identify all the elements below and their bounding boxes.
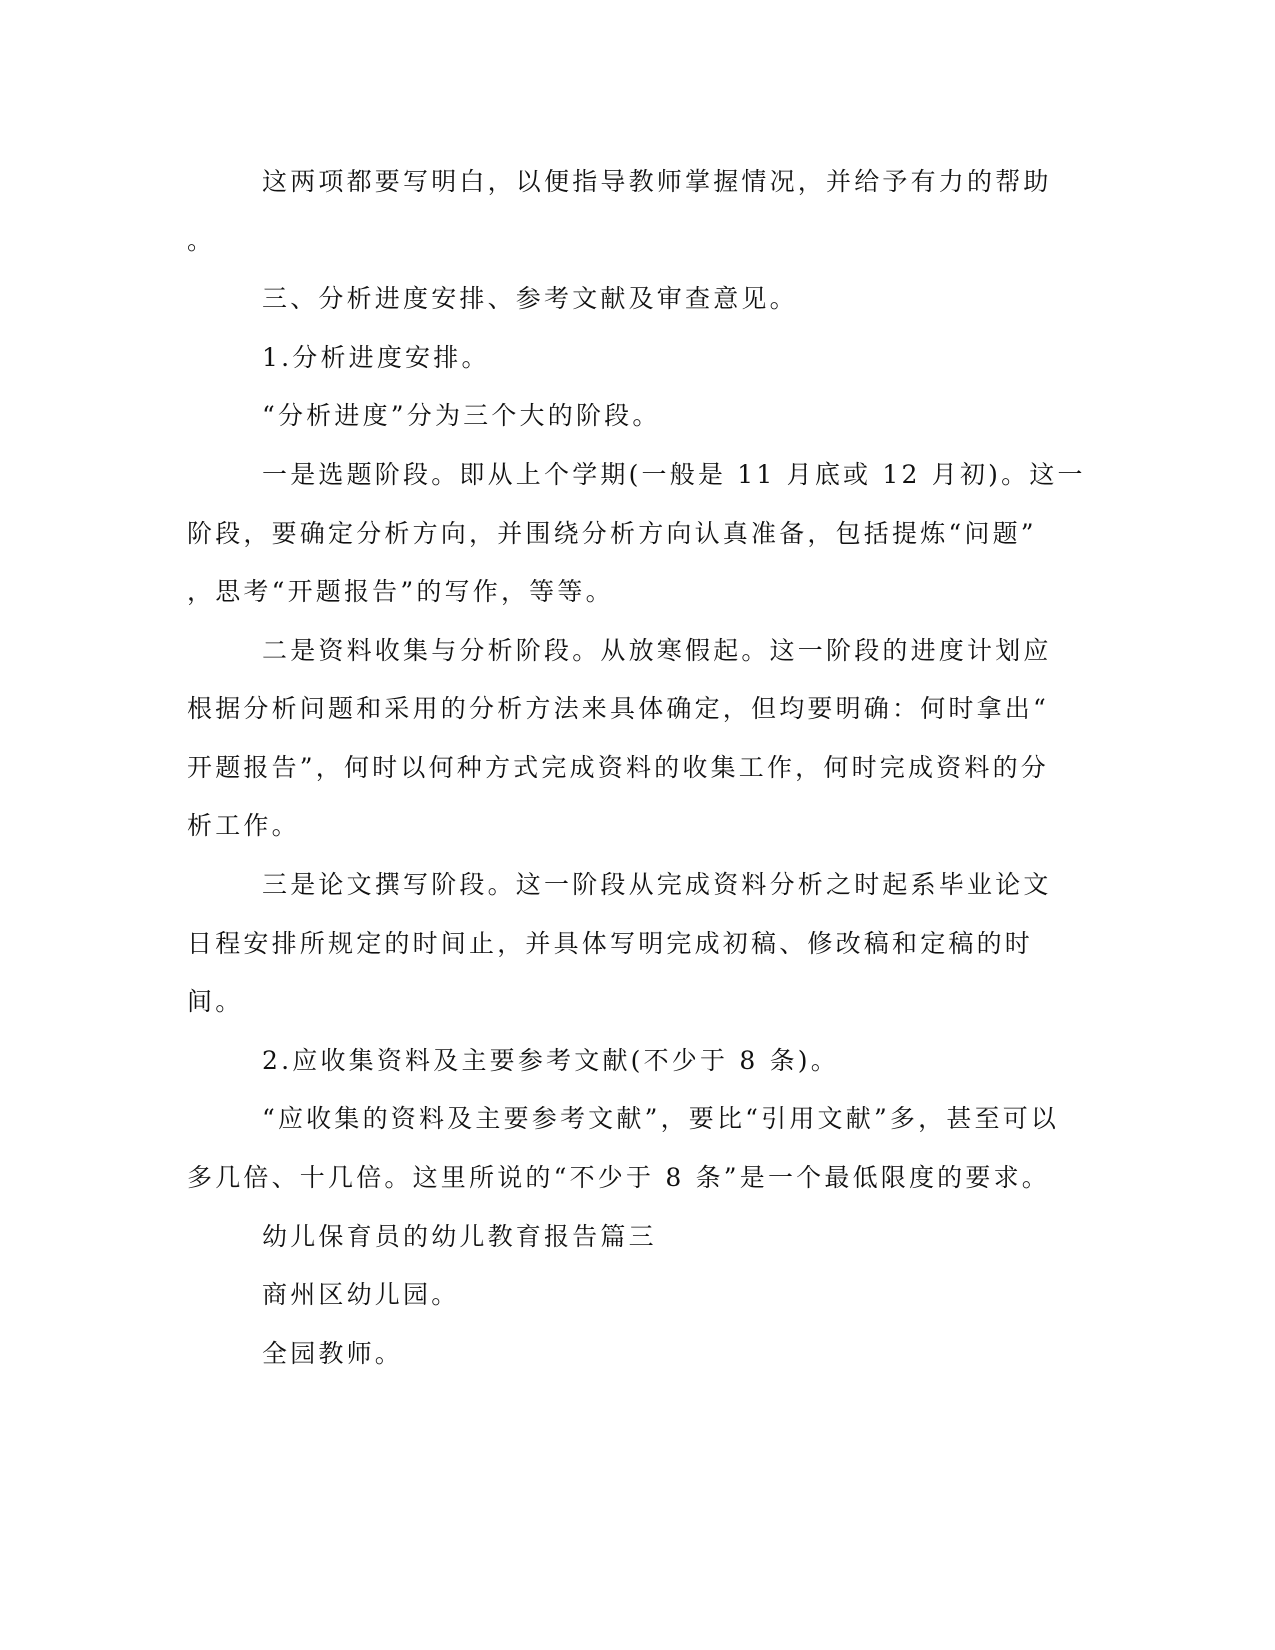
paragraph-line: 阶段，要确定分析方向，并围绕分析方向认真准备，包括提炼“问题” <box>187 519 1037 548</box>
subsection-heading: 1.分析进度安排。 <box>262 343 490 372</box>
paragraph-line: 商州区幼儿园。 <box>262 1280 460 1309</box>
paragraph-line: “分析进度”分为三个大的阶段。 <box>262 401 661 430</box>
paragraph-line: 二是资料收集与分析阶段。从放寒假起。这一阶段的进度计划应 <box>262 636 1052 665</box>
paragraph-line: 全园教师。 <box>262 1339 404 1368</box>
paragraph-line: 。 <box>187 226 216 255</box>
subsection-heading: 2.应收集资料及主要参考文献(不少于 8 条)。 <box>262 1046 839 1075</box>
section-heading: 三、分析进度安排、参考文献及审查意见。 <box>262 284 798 313</box>
paragraph-line: 日程安排所规定的时间止，并具体写明完成初稿、修改稿和定稿的时 <box>187 929 1034 958</box>
paragraph-line: 三是论文撰写阶段。这一阶段从完成资料分析之时起系毕业论文 <box>262 870 1052 899</box>
paragraph-line: “应收集的资料及主要参考文献”，要比“引用文献”多，甚至可以 <box>262 1104 1060 1133</box>
paragraph-line: 析工作。 <box>187 811 300 840</box>
paragraph-line: 一是选题阶段。即从上个学期(一般是 11 月底或 12 月初)。这一 <box>262 460 1086 489</box>
paragraph-line: 开题报告”，何时以何种方式完成资料的收集工作，何时完成资料的分 <box>187 753 1049 782</box>
paragraph-line: 这两项都要写明白，以便指导教师掌握情况，并给予有力的帮助 <box>262 167 1052 196</box>
paragraph-line: ，思考“开题报告”的写作，等等。 <box>187 577 614 606</box>
paragraph-line: 多几倍、十几倍。这里所说的“不少于 8 条”是一个最低限度的要求。 <box>187 1163 1050 1192</box>
paragraph-line: 间。 <box>187 987 244 1016</box>
article-title: 幼儿保育员的幼儿教育报告篇三 <box>262 1222 657 1251</box>
paragraph-line: 根据分析问题和采用的分析方法来具体确定，但均要明确：何时拿出“ <box>187 694 1049 723</box>
